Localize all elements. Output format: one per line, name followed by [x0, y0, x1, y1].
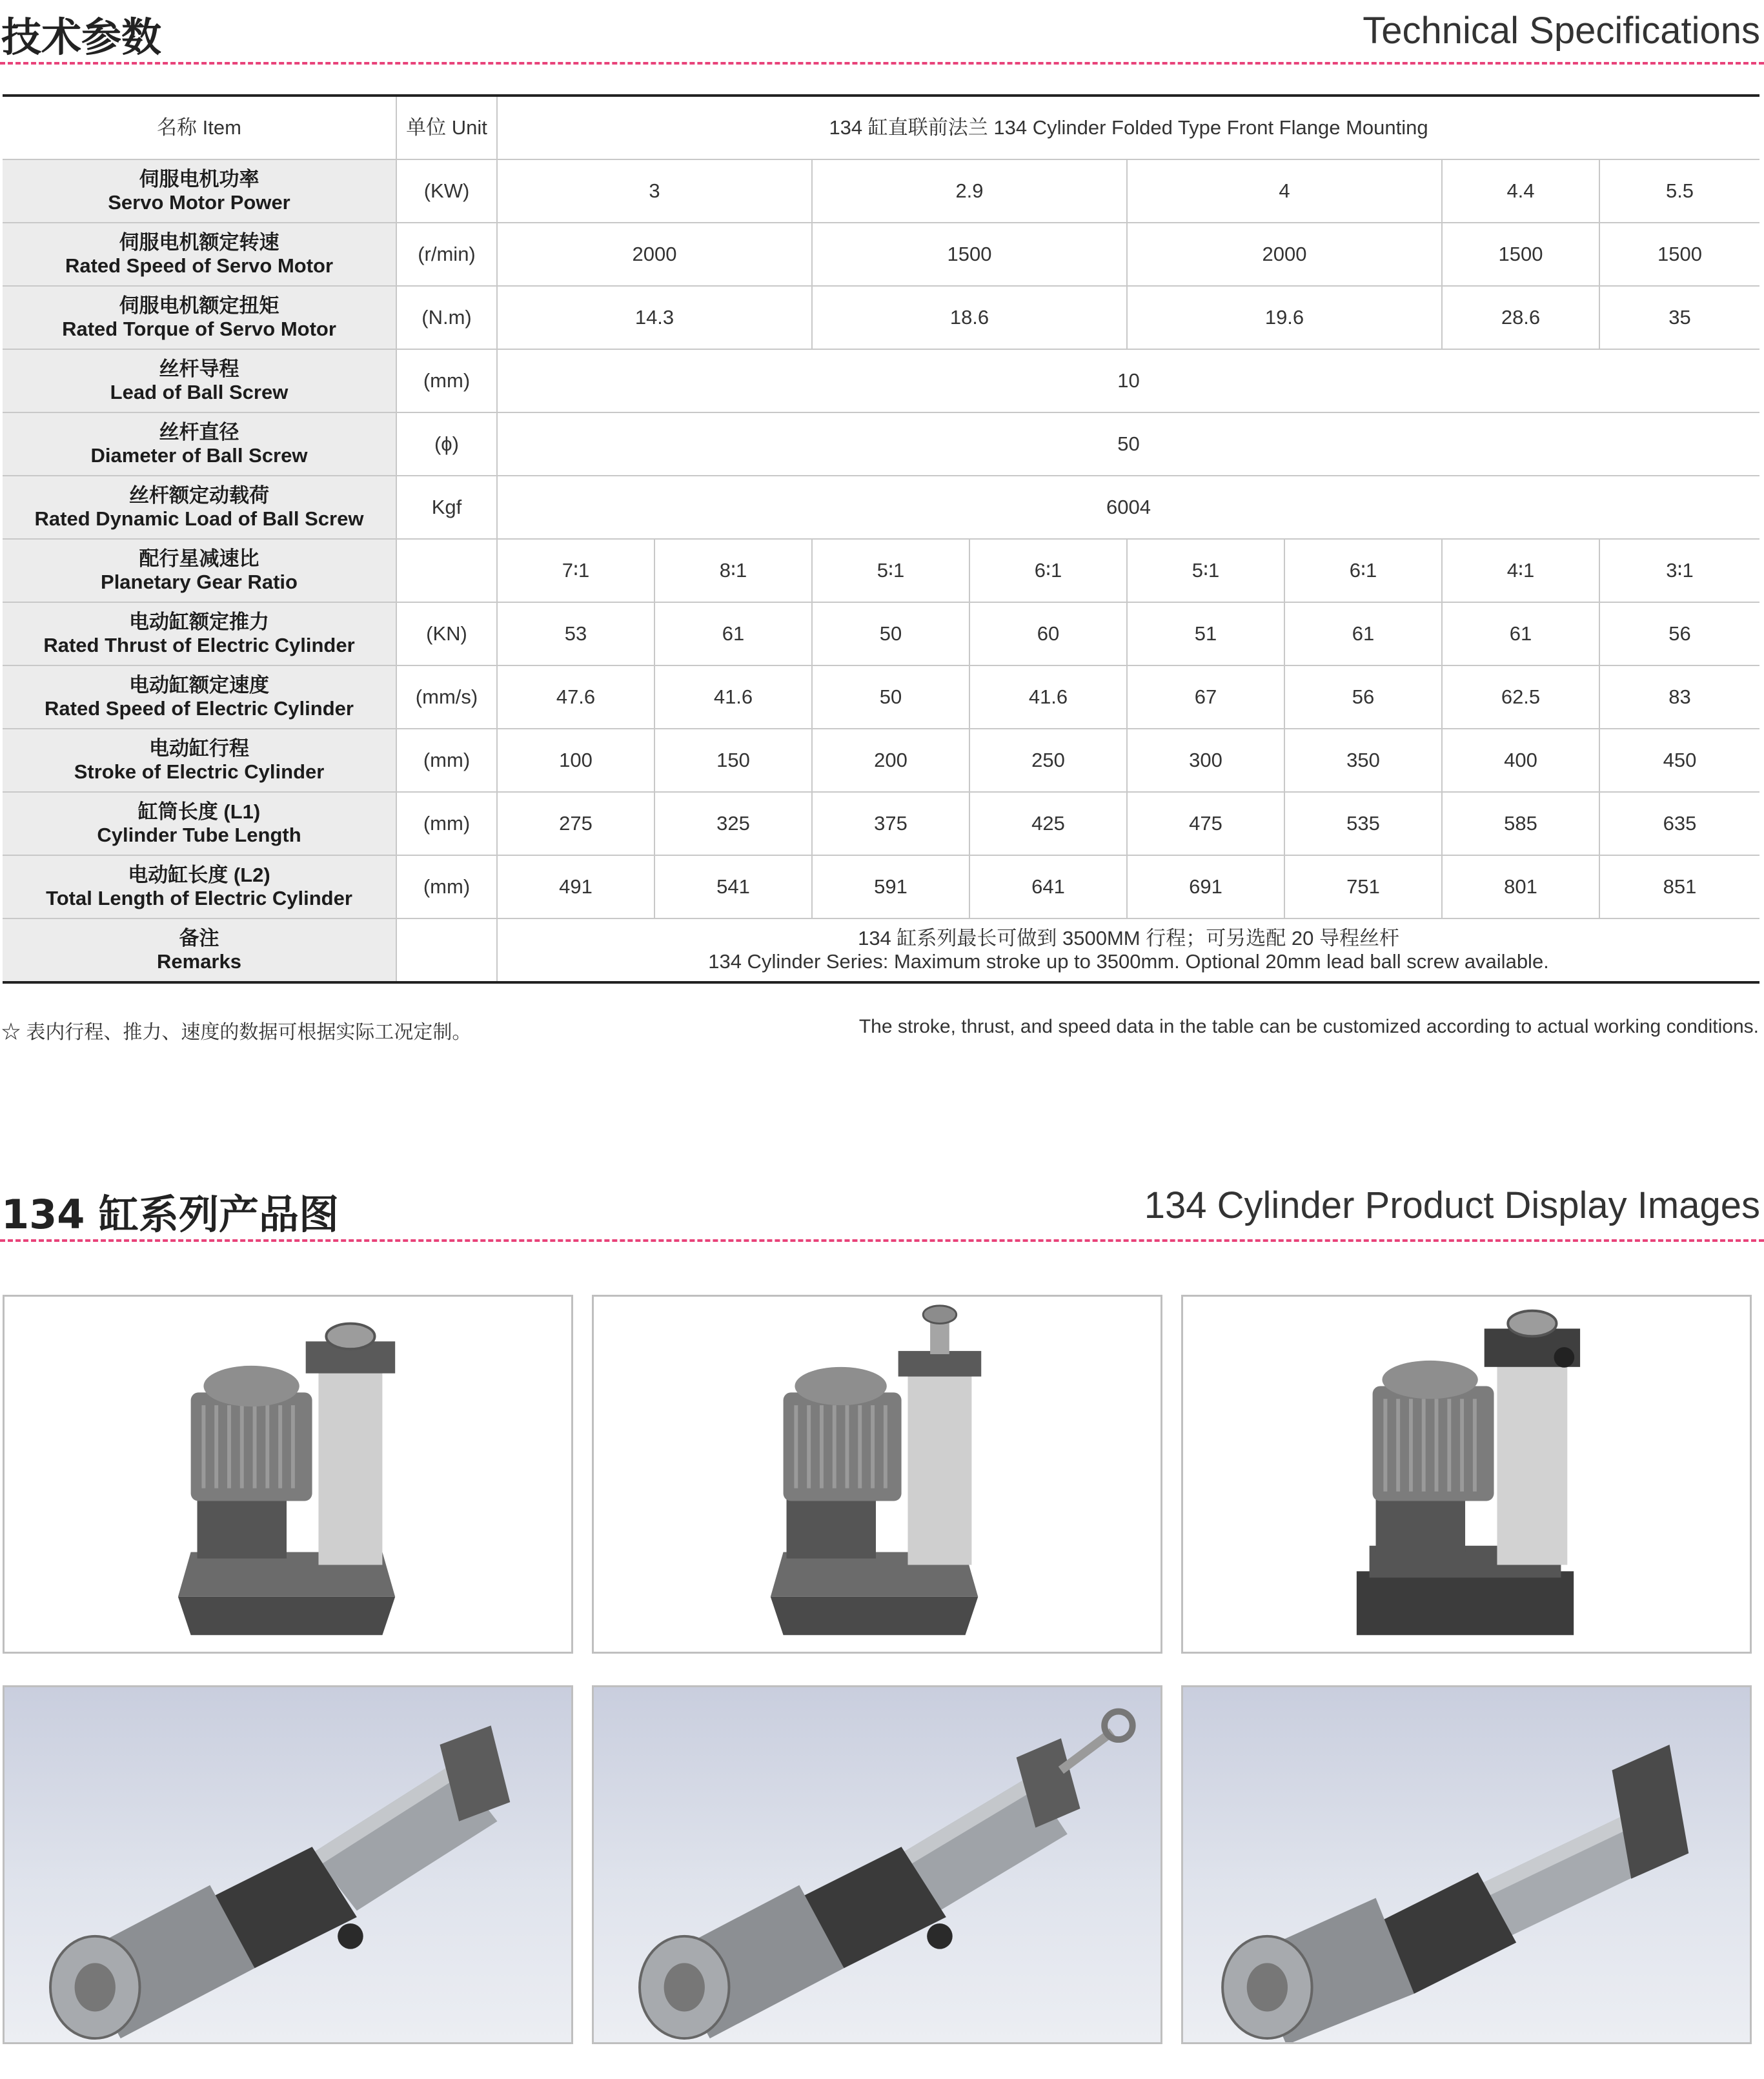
- param-name-cell: [3, 286, 396, 349]
- value-cell: 5.5: [1599, 159, 1759, 223]
- value-cell: 585: [1442, 792, 1599, 855]
- table-row: [3, 286, 1759, 349]
- value-cell: 50: [497, 412, 1759, 476]
- param-name-zh: 伺服电机额定转速: [119, 231, 279, 254]
- param-name-cell: [3, 729, 396, 792]
- value-cell: 375: [812, 792, 969, 855]
- param-unit-cell: Kgf: [396, 476, 497, 539]
- value-cell: 3: [497, 159, 812, 223]
- spec-table: [3, 94, 1759, 984]
- product-image-upright-2: [592, 1295, 1162, 1654]
- value-cell: 350: [1284, 729, 1442, 792]
- value-cell: 67: [1127, 665, 1284, 729]
- spec-title-zh: 技术参数: [1, 14, 162, 61]
- table-row: [3, 349, 1759, 412]
- param-name-en: Stroke of Electric Cylinder: [74, 760, 325, 783]
- cylinder-render-angled-illustration: [5, 1687, 571, 2042]
- value-cell: 2.9: [812, 159, 1127, 223]
- param-unit-cell: (KW): [396, 159, 497, 223]
- table-row: [3, 729, 1759, 792]
- param-name-en: Rated Torque of Servo Motor: [62, 318, 336, 340]
- table-row: [3, 476, 1759, 539]
- footnote-en: The stroke, thrust, and speed data in the table can be customized according to actual working conditions.: [858, 1016, 1759, 1037]
- param-name-zh: 缸筒长度 (L1): [137, 800, 261, 824]
- param-name-zh: 电动缸额定推力: [129, 611, 269, 634]
- value-cell: 41.6: [969, 665, 1127, 729]
- value-cell: 19.6: [1127, 286, 1442, 349]
- param-unit-cell: (KN): [396, 602, 497, 665]
- value-cell: 10: [497, 349, 1759, 412]
- value-cell: 400: [1442, 729, 1599, 792]
- param-name-cell: [3, 412, 396, 476]
- value-cell: 541: [654, 855, 812, 918]
- value-cell: 851: [1599, 855, 1759, 918]
- param-name-en: Total Length of Electric Cylinder: [46, 887, 352, 909]
- value-cell: 50: [812, 665, 969, 729]
- value-cell: 61: [654, 602, 812, 665]
- value-cell: 591: [812, 855, 969, 918]
- param-unit-cell: [396, 918, 497, 982]
- cylinder-upright-rod-illustration: [594, 1297, 1161, 1652]
- param-name-cell: [3, 539, 396, 602]
- param-name-cell: [3, 223, 396, 286]
- value-cell: 56: [1284, 665, 1442, 729]
- param-unit-cell: (mm): [396, 349, 497, 412]
- gallery-title-en: 134 Cylinder Product Display Images: [1144, 1184, 1760, 1226]
- param-name-zh: 丝杆额定动载荷: [129, 484, 269, 507]
- param-unit-cell: (mm): [396, 792, 497, 855]
- param-name-cell: [3, 855, 396, 918]
- param-name-en: Rated Speed of Servo Motor: [65, 254, 334, 277]
- param-name-zh: 伺服电机功率: [139, 168, 259, 191]
- value-cell: 5∶1: [1127, 539, 1284, 602]
- cylinder-render-flange-illustration: [1183, 1687, 1750, 2042]
- param-name-zh: 备注: [179, 927, 219, 950]
- value-cell: 41.6: [654, 665, 812, 729]
- value-cell: 275: [497, 792, 654, 855]
- value-cell: 535: [1284, 792, 1442, 855]
- value-cell: 100: [497, 729, 654, 792]
- value-cell: 325: [654, 792, 812, 855]
- table-row: [3, 855, 1759, 918]
- product-image-upright-3: [1181, 1295, 1752, 1654]
- value-cell: 2000: [1127, 223, 1442, 286]
- value-cell: 6∶1: [1284, 539, 1442, 602]
- value-cell: 14.3: [497, 286, 812, 349]
- param-unit-cell: [396, 539, 497, 602]
- value-cell: 8∶1: [654, 539, 812, 602]
- footnote-zh: ☆ 表内行程、推力、速度的数据可根据实际工况定制。: [1, 1022, 472, 1043]
- value-cell: 425: [969, 792, 1127, 855]
- value-cell: 801: [1442, 855, 1599, 918]
- param-unit-cell: (mm): [396, 729, 497, 792]
- value-cell: 300: [1127, 729, 1284, 792]
- value-cell: 61: [1284, 602, 1442, 665]
- param-unit-cell: (ϕ): [396, 412, 497, 476]
- param-name-zh: 电动缸额定速度: [129, 674, 269, 697]
- product-render-angled-2: [592, 1685, 1162, 2044]
- product-render-angled-1: [3, 1685, 573, 2044]
- spec-title-en: Technical Specifications: [1363, 10, 1760, 52]
- param-name-cell: [3, 476, 396, 539]
- value-cell: 61: [1442, 602, 1599, 665]
- param-name-en: Servo Motor Power: [108, 191, 290, 214]
- value-cell: 250: [969, 729, 1127, 792]
- table-row: [3, 223, 1759, 286]
- param-name-zh: 配行星减速比: [139, 547, 259, 571]
- value-cell: 83: [1599, 665, 1759, 729]
- gallery-title-zh: 134 缸系列产品图: [1, 1191, 340, 1238]
- value-cell: 18.6: [812, 286, 1127, 349]
- value-cell: 491: [497, 855, 654, 918]
- param-name-en: Rated Thrust of Electric Cylinder: [43, 634, 355, 656]
- table-header-row: [3, 96, 1759, 159]
- param-name-cell: [3, 349, 396, 412]
- value-cell: 641: [969, 855, 1127, 918]
- value-cell: 6∶1: [969, 539, 1127, 602]
- param-name-cell: [3, 918, 396, 982]
- table-row: [3, 792, 1759, 855]
- table-row: [3, 665, 1759, 729]
- value-cell: 150: [654, 729, 812, 792]
- param-name-en: Planetary Gear Ratio: [101, 571, 298, 593]
- param-name-en: Rated Dynamic Load of Ball Screw: [34, 507, 364, 530]
- value-cell: 7∶1: [497, 539, 654, 602]
- value-cell: 200: [812, 729, 969, 792]
- param-name-zh: 电动缸长度 (L2): [128, 864, 270, 887]
- param-name-en: Rated Speed of Electric Cylinder: [45, 697, 354, 720]
- value-cell: 4: [1127, 159, 1442, 223]
- product-render-angled-3: [1181, 1685, 1752, 2044]
- param-unit-cell: (mm/s): [396, 665, 497, 729]
- value-cell: 2000: [497, 223, 812, 286]
- header-item-cell: 名称 Item: [3, 96, 396, 159]
- param-name-cell: [3, 159, 396, 223]
- value-cell: 28.6: [1442, 286, 1599, 349]
- param-name-zh: 丝杆直径: [159, 421, 239, 444]
- table-row: [3, 602, 1759, 665]
- table-row: [3, 412, 1759, 476]
- header-model-cell: 134 缸直联前法兰 134 Cylinder Folded Type Front Flange Mounting: [497, 96, 1759, 159]
- product-image-upright-1: [3, 1295, 573, 1654]
- remarks-cell: [497, 918, 1759, 982]
- value-cell: 1500: [1442, 223, 1599, 286]
- remarks-line: 134 缸系列最长可做到 3500MM 行程；可另选配 20 导程丝杆: [858, 927, 1399, 950]
- value-cell: 62.5: [1442, 665, 1599, 729]
- param-name-en: Lead of Ball Screw: [110, 381, 289, 403]
- table-row: [3, 539, 1759, 602]
- param-name-zh: 伺服电机额定扭矩: [119, 294, 279, 318]
- value-cell: 51: [1127, 602, 1284, 665]
- param-name-cell: [3, 792, 396, 855]
- param-name-cell: [3, 602, 396, 665]
- param-name-zh: 电动缸行程: [149, 737, 249, 760]
- param-name-en: Diameter of Ball Screw: [90, 444, 308, 467]
- value-cell: 50: [812, 602, 969, 665]
- param-unit-cell: (N.m): [396, 286, 497, 349]
- value-cell: 35: [1599, 286, 1759, 349]
- param-name-en: Remarks: [157, 950, 241, 973]
- param-name-cell: [3, 665, 396, 729]
- table-row: [3, 159, 1759, 223]
- value-cell: 4∶1: [1442, 539, 1599, 602]
- cylinder-upright-dark-illustration: [1183, 1297, 1750, 1652]
- gallery-header-divider: [0, 1239, 1764, 1242]
- table-row: [3, 918, 1759, 982]
- value-cell: 450: [1599, 729, 1759, 792]
- value-cell: 56: [1599, 602, 1759, 665]
- spec-header-divider: [0, 62, 1764, 65]
- value-cell: 5∶1: [812, 539, 969, 602]
- header-unit-cell: 单位 Unit: [396, 96, 497, 159]
- param-unit-cell: (r/min): [396, 223, 497, 286]
- value-cell: 1500: [1599, 223, 1759, 286]
- value-cell: 47.6: [497, 665, 654, 729]
- value-cell: 635: [1599, 792, 1759, 855]
- value-cell: 4.4: [1442, 159, 1599, 223]
- remarks-line: 134 Cylinder Series: Maximum stroke up to 3500mm. Optional 20mm lead ball screw available.: [708, 950, 1549, 973]
- param-unit-cell: (mm): [396, 855, 497, 918]
- param-name-zh: 丝杆导程: [159, 358, 239, 381]
- value-cell: 53: [497, 602, 654, 665]
- value-cell: 1500: [812, 223, 1127, 286]
- value-cell: 691: [1127, 855, 1284, 918]
- value-cell: 60: [969, 602, 1127, 665]
- cylinder-render-rod-eye-illustration: [594, 1687, 1161, 2042]
- value-cell: 3∶1: [1599, 539, 1759, 602]
- value-cell: 751: [1284, 855, 1442, 918]
- value-cell: 475: [1127, 792, 1284, 855]
- param-name-en: Cylinder Tube Length: [97, 824, 301, 846]
- value-cell: 6004: [497, 476, 1759, 539]
- cylinder-upright-illustration: [5, 1297, 571, 1652]
